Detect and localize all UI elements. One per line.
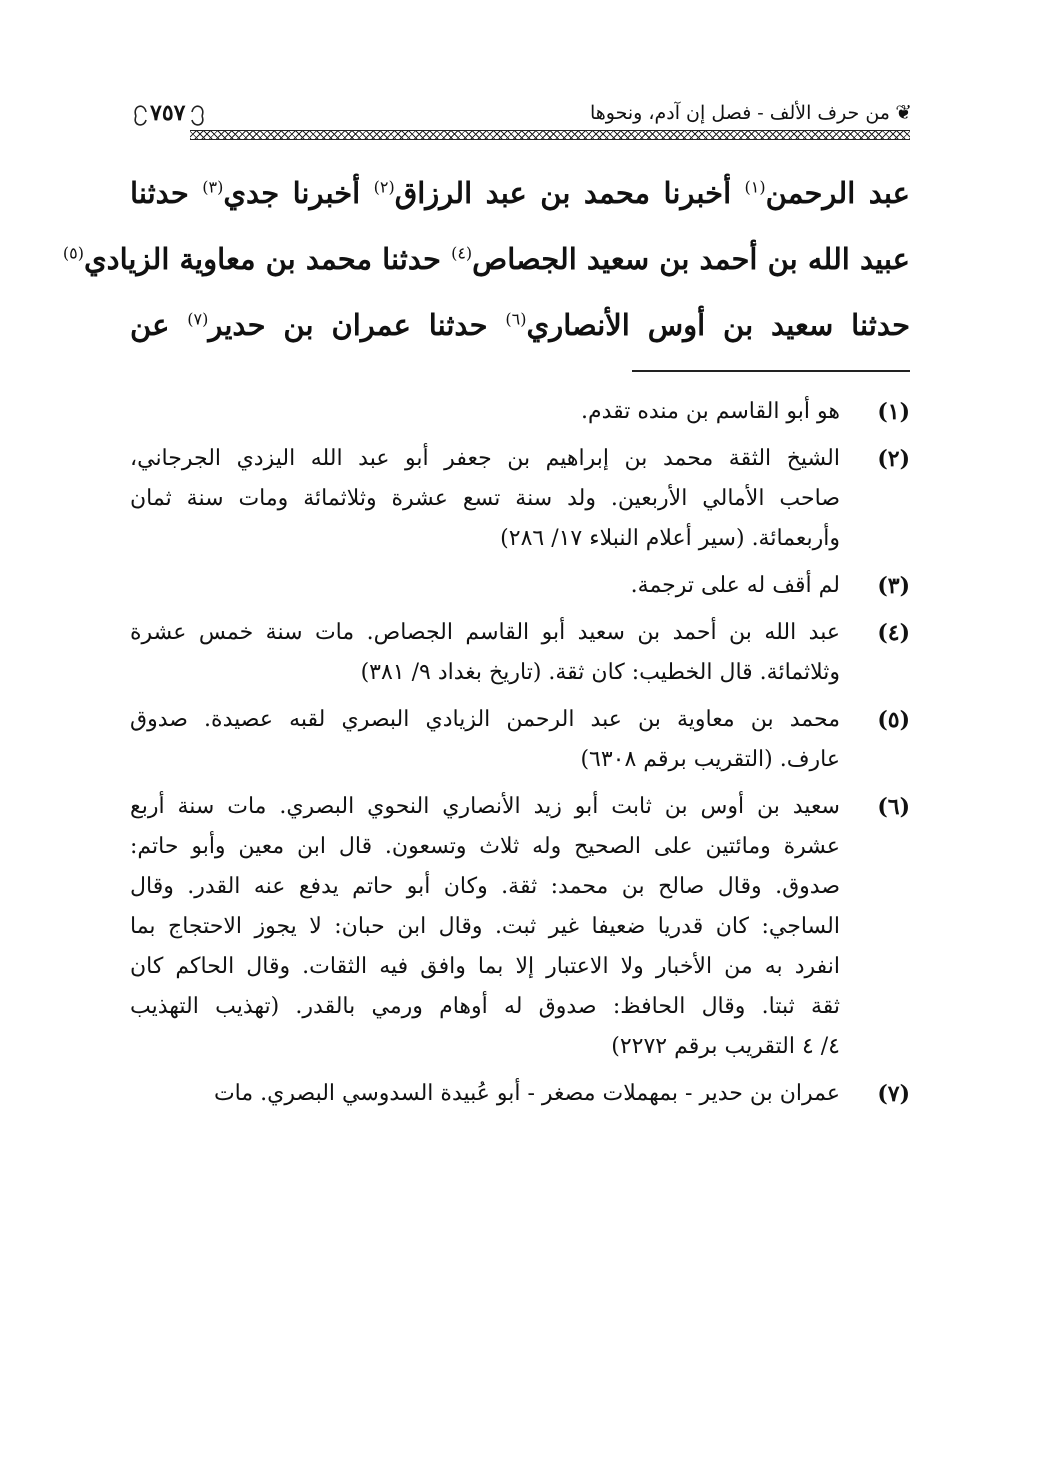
- header-title: من حرف الألف - فصل إن آدم، ونحوها: [589, 102, 890, 124]
- main-text-segment: أخبرنا جدي: [223, 176, 374, 210]
- footnote-line: الساجي: كان قدريا ضعيفا غير ثبت. وقال ابن حبان: لا يجوز الاحتجاج بما: [130, 914, 840, 939]
- footnote-marker: (١): [744, 177, 766, 197]
- footnote-line: هو أبو القاسم بن منده تقدم.: [580, 399, 840, 424]
- footnote-line: صاحب الأمالي الأربعين. ولد سنة تسع عشرة وثلاثمائة ومات سنة ثمان: [130, 486, 840, 511]
- footnote-number: (٣): [877, 573, 910, 599]
- main-text-segment: عن: [130, 308, 188, 342]
- footnote-marker: (٣): [202, 177, 224, 197]
- footnote-entry: [130, 392, 910, 432]
- header-decorative-rule: [190, 130, 910, 140]
- footnote-entry: [130, 613, 910, 693]
- footnote-number: (٦): [877, 794, 910, 820]
- main-text-segment: حدثنا محمد بن معاوية الزيادي: [83, 242, 452, 276]
- main-text-segment: حدثنا سعيد بن أوس الأنصاري: [526, 308, 910, 342]
- main-text-line: [62, 226, 910, 292]
- page-number-frame: [130, 98, 208, 132]
- footnote-line: ثقة ثبتا. وقال الحافظ: صدوق له أوهام ورمي بالقدر. (تهذيب التهذيب: [130, 994, 840, 1019]
- main-text-segment: عبيد الله بن أحمد بن سعيد الجصاص: [472, 242, 910, 276]
- footnote-marker: (٢): [373, 177, 395, 197]
- main-text-segment: أخبرنا محمد بن عبد الرزاق: [394, 176, 745, 210]
- footnotes: [130, 392, 910, 1114]
- footnote-line: ٤/ ٤ التقريب برقم ٢٢٧٢): [611, 1034, 840, 1059]
- running-header: [130, 96, 910, 146]
- footnote-number: (٢): [877, 446, 910, 472]
- footnote-entry: [130, 439, 910, 559]
- footnote-separator: [632, 370, 910, 372]
- footnote-entry: [130, 1074, 910, 1114]
- footnote-line: الشيخ الثقة محمد بن إبراهيم بن جعفر أبو عبد الله اليزدي الجرجاني،: [130, 446, 840, 471]
- main-text-segment: عبد الرحمن: [765, 176, 910, 210]
- footnote-number: (٧): [877, 1081, 910, 1107]
- footnote-line: عمران بن حدير - بمهملات مصغر - أبو عُبيدة السدوسي البصري. مات: [213, 1081, 840, 1106]
- header-ornament-icon: ❦: [895, 100, 912, 124]
- footnote-marker: (٥): [62, 243, 84, 263]
- footnote-line: وثلاثمائة. قال الخطيب: كان ثقة. (تاريخ بغداد ٩/ ٣٨١): [360, 660, 840, 685]
- main-text-line: [130, 160, 910, 226]
- footnote-line: عبد الله بن أحمد بن سعيد أبو القاسم الجصاص. مات سنة خمس عشرة: [130, 620, 840, 645]
- footnote-number: (٤): [877, 620, 910, 646]
- main-text-segment: حدثنا: [130, 176, 203, 210]
- footnote-line: وأربعمائة. (سير أعلام النبلاء ١٧/ ٢٨٦): [500, 526, 840, 551]
- page-number: ٧٥٧: [150, 100, 186, 126]
- footnote-entry: [130, 787, 910, 1067]
- footnote-entry: [130, 566, 910, 606]
- footnote-marker: (٧): [187, 309, 209, 329]
- main-text-segment: حدثنا عمران بن حدير: [208, 308, 506, 342]
- footnote-number: (٥): [877, 707, 910, 733]
- main-text-line: [130, 292, 910, 358]
- footnote-entry: [130, 700, 910, 780]
- footnote-line: محمد بن معاوية بن عبد الرحمن الزيادي البصري لقبه عصيدة. صدوق: [130, 707, 840, 732]
- footnote-line: انفرد به من الأخبار ولا الاعتبار إلا بما وافق فيه الثقات. وقال الحاكم كان: [130, 954, 840, 979]
- footnote-line: عشرة ومائتين على الصحيح وله ثلاث وتسعون. قال ابن معين وأبو حاتم:: [130, 834, 840, 859]
- footnote-line: لم أقف له على ترجمة.: [630, 573, 840, 598]
- main-text: [62, 160, 910, 358]
- footnote-line: سعيد بن أوس بن ثابت أبو زيد الأنصاري النحوي البصري. مات سنة أربع: [130, 794, 840, 819]
- footnote-marker: (٦): [505, 309, 527, 329]
- footnote-line: عارف. (التقريب برقم ٦٣٠٨): [580, 747, 840, 772]
- footnote-line: صدوق. وقال صالح بن محمد: ثقة. وكان أبو حاتم يدفع عنه القدر. وقال: [130, 874, 840, 899]
- footnote-marker: (٤): [451, 243, 473, 263]
- footnote-number: (١): [877, 399, 910, 425]
